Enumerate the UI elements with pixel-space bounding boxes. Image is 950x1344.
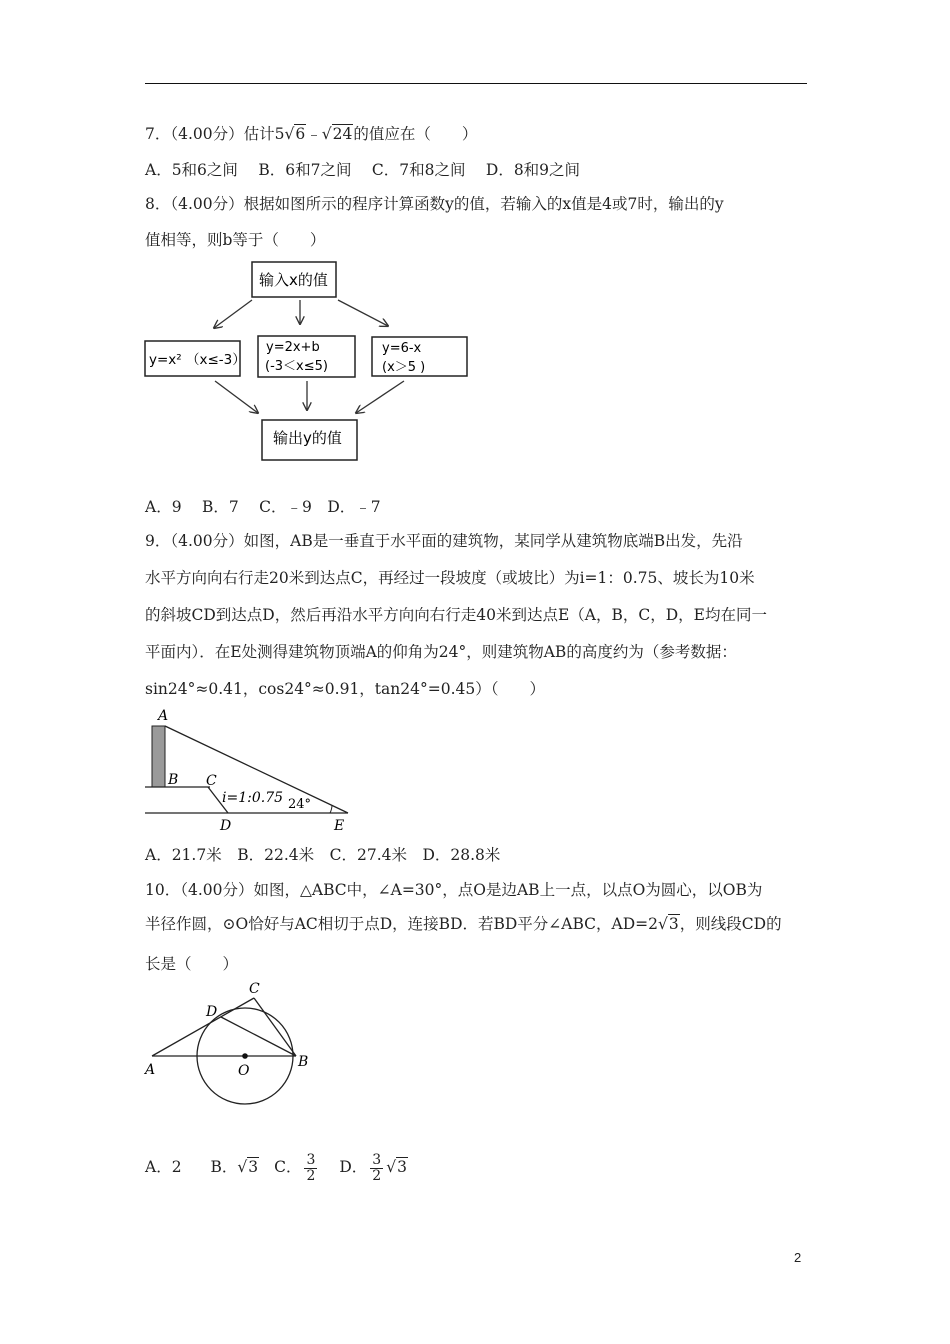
q10-options bbox=[145, 1152, 408, 1184]
label-A: A bbox=[145, 1062, 156, 1078]
q10-option-d-sqrt: √3 bbox=[386, 1158, 407, 1176]
q10-option-d-label: D． bbox=[339, 1158, 368, 1176]
q7-sqrt-24: √24 bbox=[321, 125, 353, 143]
q10-option-a: A．2 bbox=[145, 1158, 182, 1176]
q7-stem-tail: 的值应在（ ） bbox=[353, 125, 478, 143]
q8-line2: 值相等，则b等于（ ） bbox=[145, 231, 326, 249]
q10-option-b-label: B． bbox=[210, 1158, 238, 1176]
flow-mid-line1: y=2x+b bbox=[266, 340, 320, 355]
segment-ac bbox=[152, 998, 254, 1056]
q9-line1: 9．（4.00分）如图，AB是一垂直于水平面的建筑物，某同学从建筑物底端B出发，先沿 bbox=[145, 532, 743, 550]
flow-output-text: 输出y的值 bbox=[273, 429, 342, 447]
label-A: A bbox=[158, 708, 169, 724]
flow-mid-line2: (-3＜x≤5) bbox=[265, 359, 328, 374]
flow-left-text: y=x² （x≤-3） bbox=[149, 352, 246, 368]
q10-option-c-frac: $\frac{3}{2}$ bbox=[306, 1151, 316, 1184]
label-C: C bbox=[206, 773, 217, 789]
q7-sqrt-6: √6 bbox=[284, 125, 306, 143]
flow-right-line1: y=6-x bbox=[382, 341, 422, 356]
q9-options: A．21.7米 B．22.4米 C．27.4米 D．28.8米 bbox=[145, 846, 501, 864]
label-C: C bbox=[249, 981, 260, 997]
center-dot bbox=[242, 1053, 248, 1059]
q8-options: A．9 B．7 C．﹣9 D．﹣7 bbox=[145, 498, 381, 516]
label-D: D bbox=[206, 1004, 218, 1020]
q9-line3: 的斜坡CD到达点D，然后再沿水平方向向右行走40米到达点E（A，B，C，D，E均在同一 bbox=[145, 606, 767, 624]
q10-line2-text: 半径作圆，⊙O恰好与AC相切于点D，连接BD．若BD平分∠ABC，AD=2 bbox=[145, 915, 659, 933]
q9-line4: 平面内）．在E处测得建筑物顶端A的仰角为24°，则建筑物AB的高度约为（参考数据： bbox=[145, 643, 737, 661]
label-slope: i=1:0.75 bbox=[222, 790, 284, 806]
page-number: 2 bbox=[794, 1250, 802, 1265]
q7-coef: 5 bbox=[274, 125, 285, 143]
q10-option-c-label: C． bbox=[274, 1158, 302, 1176]
q10-option-d-frac: $\frac{3}{2}$ bbox=[372, 1151, 382, 1184]
q9-line2: 水平方向向右行走20米到达点C，再经过一段坡度（或坡比）为i=1：0.75、坡长为10米 bbox=[145, 569, 755, 587]
q9-line5: sin24°≈0.41，cos24°≈0.91，tan24°=0.45）（ ） bbox=[145, 680, 545, 698]
q10-line3: 长是（ ） bbox=[145, 955, 239, 973]
q8-line1: 8．（4.00分）根据如图所示的程序计算函数y的值，若输入的x值是4或7时，输出的y bbox=[145, 195, 724, 213]
label-E: E bbox=[334, 818, 345, 834]
label-B: B bbox=[168, 772, 179, 788]
q10-line2-tail: ，则线段CD的 bbox=[679, 915, 782, 933]
label-angle: 24° bbox=[288, 797, 312, 812]
segment-cb bbox=[254, 998, 296, 1056]
flow-right-line2: (x＞5 ) bbox=[382, 360, 426, 375]
q7-stem-text: 7．（4.00分）估计 bbox=[145, 125, 275, 143]
flow-input-text: 输入x的值 bbox=[259, 271, 328, 289]
segment-db bbox=[221, 1017, 296, 1056]
q10-option-b-sqrt: √3 bbox=[237, 1158, 259, 1176]
q7-minus: ﹣ bbox=[306, 125, 322, 143]
label-D: D bbox=[220, 818, 232, 834]
q10-line1: 10．（4.00分）如图，△ABC中，∠A=30°，点O是边AB上一点，以点O为圆心，以OB为 bbox=[145, 881, 763, 899]
q10-sqrt-3: √3 bbox=[658, 915, 679, 933]
label-O: O bbox=[238, 1063, 250, 1079]
label-B: B bbox=[298, 1054, 309, 1070]
q7-options: A．5和6之间 B．6和7之间 C．7和8之间 D．8和9之间 bbox=[145, 161, 581, 179]
